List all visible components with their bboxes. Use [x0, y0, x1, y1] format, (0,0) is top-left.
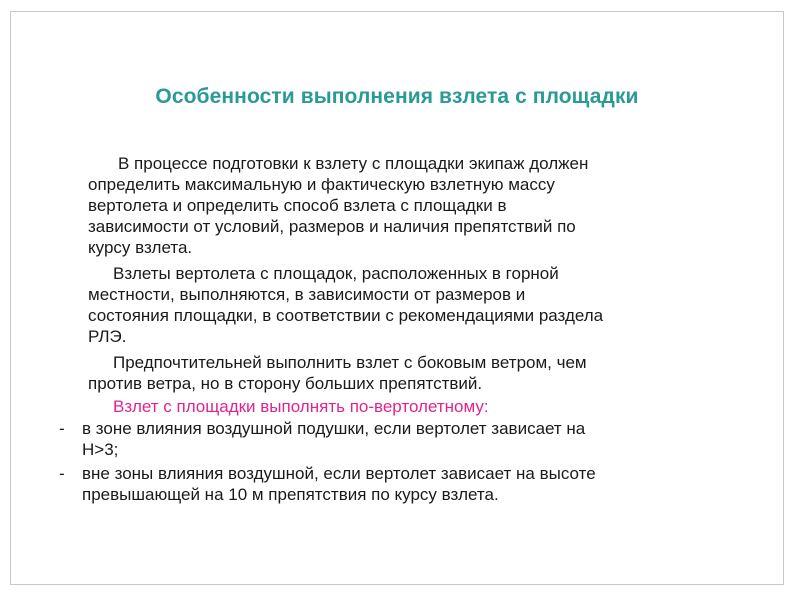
- bullet-line: Н>3;: [82, 440, 119, 459]
- paragraph-line: В процессе подготовки к взлету с площадки экипаж должен: [118, 154, 589, 173]
- slide: [10, 11, 784, 585]
- bullet-marker: -: [59, 419, 65, 438]
- slide-title: Особенности выполнения взлета с площадки: [155, 85, 639, 108]
- bullet-line: в зоне влияния воздушной подушки, если вертолет зависает на: [82, 419, 586, 438]
- bullet-marker: -: [59, 464, 65, 483]
- paragraph-line: местности, выполняются, в зависимости от размеров и: [88, 285, 526, 304]
- paragraph-line: Предпочтительней выполнить взлет с боковым ветром, чем: [113, 353, 587, 372]
- paragraph-line: состояния площадки, в соответствии с рекомендациями раздела: [88, 306, 604, 325]
- bullet-line: вне зоны влияния воздушной, если вертолет зависает на высоте: [82, 464, 596, 483]
- bullet-line: превышающей на 10 м препятствия по курсу взлета.: [82, 485, 499, 504]
- paragraph-line: курсу взлета.: [88, 238, 193, 257]
- paragraph-line: Взлеты вертолета с площадок, расположенных в горной: [113, 264, 559, 283]
- paragraph-line: определить максимальную и фактическую взлетную массу: [88, 175, 555, 194]
- bullet-item-2: [59, 463, 596, 505]
- paragraph-line: против ветра, но в сторону больших препятствий.: [88, 374, 483, 393]
- highlight-text: Взлет с площадки выполнять по-вертолетному:: [113, 397, 489, 416]
- paragraph-1: [88, 153, 588, 258]
- paragraph-2: [88, 263, 603, 347]
- paragraph-line: зависимости от условий, размеров и наличия препятствий по: [88, 217, 576, 236]
- paragraph-line: РЛЭ.: [88, 327, 127, 346]
- paragraph-3: [88, 352, 587, 394]
- bullet-item-1: [59, 418, 585, 460]
- paragraph-line: вертолета и определить способ взлета с площадки в: [88, 196, 507, 215]
